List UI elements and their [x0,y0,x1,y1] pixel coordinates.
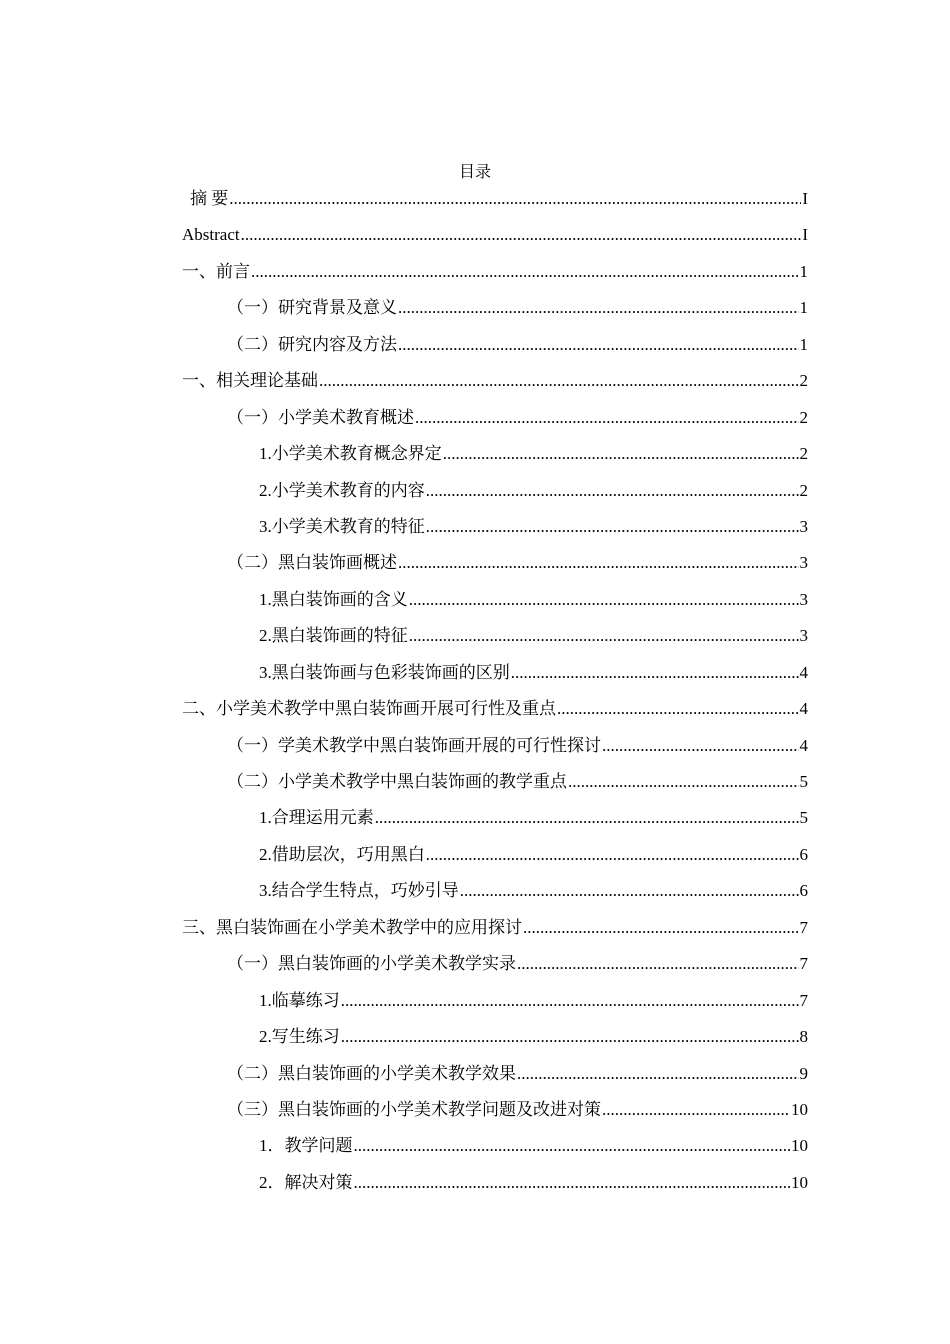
toc-entry-teaching-problems[interactable] [182,1134,808,1170]
toc-dot-leader [341,1025,799,1049]
toc-entry-student-guidance[interactable] [182,879,808,915]
toc-dot-leader [375,806,799,830]
toc-entry-bw-painting-overview[interactable] [182,551,808,587]
toc-entry-label: 3.小学美术教育的特征 [259,516,425,536]
toc-dot-leader [398,551,799,575]
toc-entry-research-background[interactable] [182,296,808,332]
toc-entry-bw-meaning[interactable] [182,588,808,624]
toc-entry-page: 1 [799,261,808,281]
toc-dot-leader [354,1171,791,1195]
toc-entry-label: 1．教学问题 [259,1136,353,1156]
toc-entry-page: I [802,189,808,208]
toc-entry-problems-countermeasures[interactable] [182,1098,808,1134]
toc-entry-page: 7 [799,917,808,937]
toc-entry-page: 8 [799,1027,808,1047]
toc-entry-label: （二）黑白装饰画的小学美术教学效果 [227,1063,516,1083]
toc-entry-page: 3 [799,516,808,536]
toc-entry-label: 三、黑白装饰画在小学美术教学中的应用探讨 [182,917,522,937]
toc-entry-page: 10 [791,1099,808,1119]
toc-entry-feasibility-chapter[interactable] [182,697,808,733]
toc-dot-leader [251,260,799,284]
toc-dot-leader [341,989,799,1013]
toc-entry-feasibility[interactable] [182,734,808,770]
toc-entry-application-chapter[interactable] [182,916,808,952]
toc-entry-label: （一）学美术教学中黑白装饰画开展的可行性探讨 [227,735,601,755]
toc-entry-abstract-en[interactable] [182,223,808,259]
toc-dot-leader [602,1098,790,1122]
toc-entry-label: 2.黑白装饰画的特征 [259,626,408,646]
toc-entry-page: 3 [799,553,808,573]
toc-entry-page: 4 [799,699,808,719]
toc-entry-page: 6 [799,844,808,864]
toc-dot-leader [319,369,799,393]
toc-entry-teaching-record[interactable] [182,952,808,988]
toc-entry-education-features[interactable] [182,515,808,551]
toc-entry-page: 5 [799,772,808,791]
toc-dot-leader [517,1062,799,1086]
toc-entry-abstract-cn[interactable] [182,187,808,223]
toc-dot-leader [602,734,799,758]
toc-dot-leader [398,333,799,357]
toc-entry-page: 7 [799,990,808,1010]
toc-entry-theory[interactable] [182,369,808,405]
toc-dot-leader [426,479,799,503]
toc-dot-leader [426,515,799,539]
toc-entry-solutions[interactable] [182,1171,808,1207]
toc-entry-page: I [802,225,808,245]
toc-entry-label: （二）小学美术教学中黑白装饰画的教学重点 [227,772,567,791]
toc-entry-copy-practice[interactable] [182,989,808,1025]
toc-dot-leader [409,624,799,648]
toc-entry-page: 10 [791,1172,808,1192]
toc-entry-use-elements[interactable] [182,806,808,842]
toc-entry-label: （二）研究内容及方法 [227,334,397,354]
toc-entry-label: 2.小学美术教育的内容 [259,480,425,500]
toc-dot-leader [568,770,799,794]
toc-entry-page: 5 [799,808,808,828]
toc-entry-page: 3 [799,589,808,609]
toc-dot-leader [415,406,799,430]
toc-entry-page: 7 [799,954,808,974]
toc-entry-art-education-overview[interactable] [182,406,808,442]
table-of-contents [182,187,808,1207]
toc-entry-teaching-focus[interactable] [182,770,808,806]
toc-entry-education-content[interactable] [182,479,808,515]
toc-dot-leader [426,843,799,867]
toc-dot-leader [354,1134,791,1158]
toc-entry-concept-definition[interactable] [182,442,808,478]
toc-entry-research-content[interactable] [182,333,808,369]
toc-entry-page: 10 [791,1136,808,1156]
toc-entry-label: （三）黑白装饰画的小学美术教学问题及改进对策 [227,1099,601,1119]
toc-entry-bw-features[interactable] [182,624,808,660]
toc-entry-label: 3.结合学生特点，巧妙引导 [259,881,459,901]
toc-entry-label: （一）黑白装饰画的小学美术教学实录 [227,954,516,974]
toc-dot-leader [523,916,799,940]
toc-entry-label: 2.写生练习 [259,1027,340,1047]
toc-dot-leader [241,223,802,247]
toc-entry-label: 一、相关理论基础 [182,371,318,391]
toc-entry-page: 9 [799,1063,808,1083]
toc-dot-leader [443,442,799,466]
toc-entry-label: 2．解决对策 [259,1172,353,1192]
toc-entry-preface[interactable] [182,260,808,296]
toc-entry-teaching-effect[interactable] [182,1062,808,1098]
toc-dot-leader [511,661,799,685]
toc-entry-label: 二、小学美术教学中黑白装饰画开展可行性及重点 [182,699,556,719]
toc-entry-label: Abstract [182,225,240,245]
toc-entry-page: 2 [799,371,808,391]
toc-dot-leader [409,588,799,612]
toc-entry-bw-vs-color[interactable] [182,661,808,697]
toc-entry-page: 6 [799,881,808,901]
toc-entry-label: 1.临摹练习 [259,990,340,1010]
toc-entry-label: 2.借助层次，巧用黑白 [259,844,425,864]
toc-dot-leader [557,697,799,721]
toc-entry-label: 摘 要 [190,189,229,208]
toc-entry-page: 2 [799,444,808,464]
toc-entry-layers[interactable] [182,843,808,879]
toc-entry-page: 2 [799,480,808,500]
toc-entry-page: 4 [799,662,808,682]
toc-entry-page: 4 [799,735,808,755]
toc-dot-leader [229,187,801,211]
toc-title: 目录 [458,164,491,181]
toc-entry-label: 一、前言 [182,261,250,281]
toc-entry-page: 1 [799,334,808,354]
toc-entry-label: 1.黑白装饰画的含义 [259,589,408,609]
toc-entry-page: 2 [799,407,808,427]
toc-entry-label: 1.合理运用元素 [259,808,374,828]
toc-entry-label: （一）小学美术教育概述 [227,407,414,427]
toc-entry-sketch-practice[interactable] [182,1025,808,1061]
toc-entry-page: 3 [799,626,808,646]
toc-entry-page: 1 [799,298,808,318]
toc-dot-leader [398,296,799,320]
toc-entry-label: （一）研究背景及意义 [227,298,397,318]
toc-dot-leader [517,952,799,976]
toc-dot-leader [460,879,799,903]
toc-entry-label: （二）黑白装饰画概述 [227,553,397,573]
toc-entry-label: 3.黑白装饰画与色彩装饰画的区别 [259,662,510,682]
toc-entry-label: 1.小学美术教育概念界定 [259,444,442,464]
